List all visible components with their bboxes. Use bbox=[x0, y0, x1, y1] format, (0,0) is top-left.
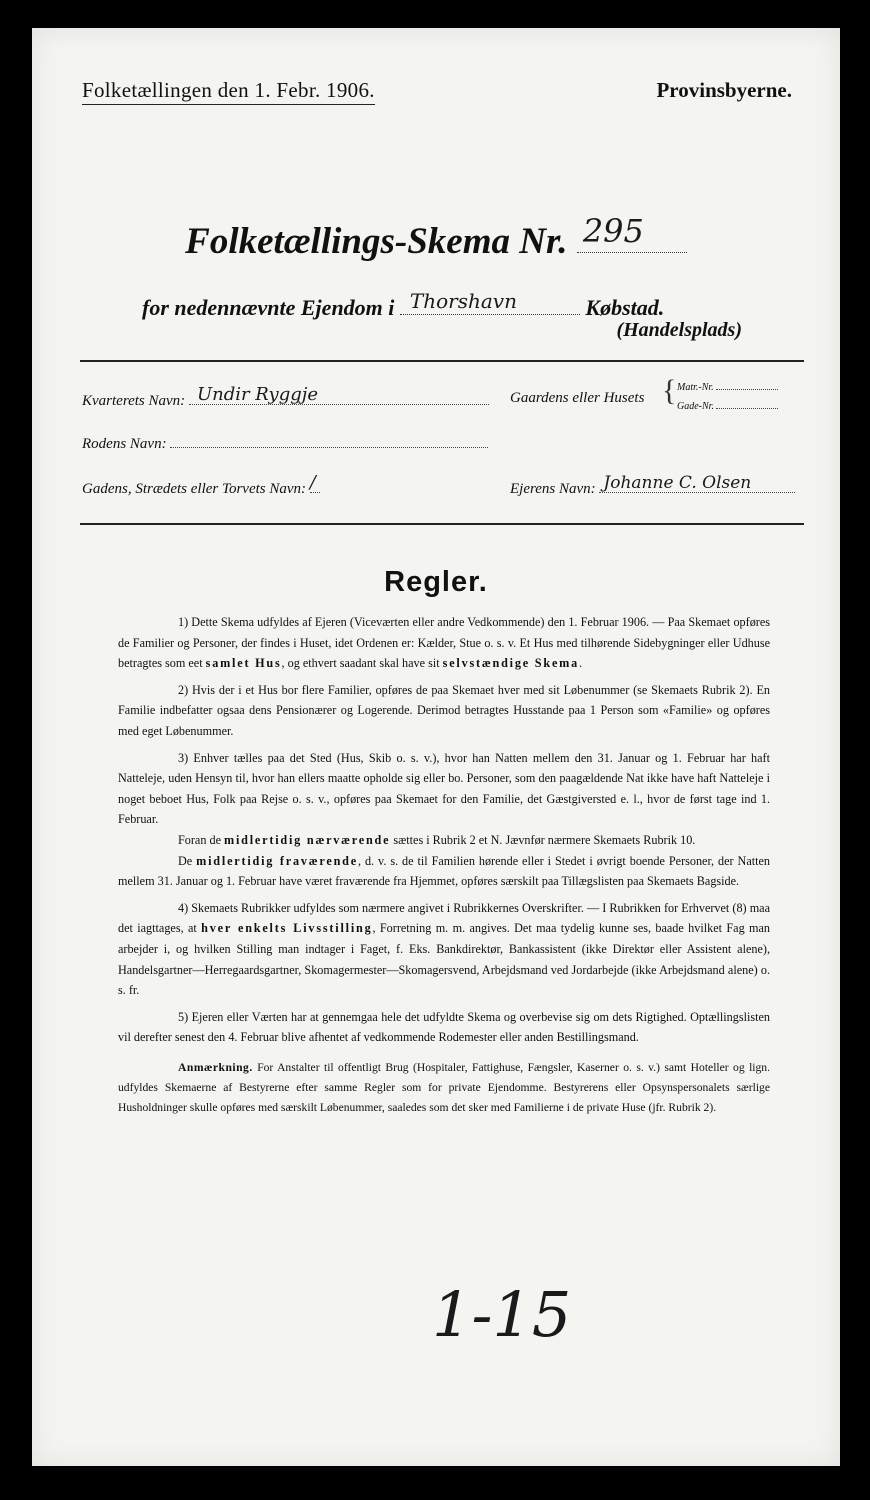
rule-2: 2) Hvis der i et Hus bor flere Familier, opføres de paa Skemaet hver med sit Løbenummer (se Skemaets Rubrik 2). En Familie indbefatter ogsaa dens Pensionærer og Logerende. Derimod betragtes Husstande paa 1 Person som «Familie» og opføres med eget Løbenummer. bbox=[118, 682, 770, 738]
gaard-label: Gaardens eller Husets bbox=[510, 390, 645, 406]
form-number-handwritten: 295 bbox=[582, 212, 644, 250]
kvarter-row bbox=[82, 384, 489, 410]
rule-4: 4) Skemaets Rubrikker udfyldes som nærmere angivet i Rubrikkernes Overskrifter. — I Rubrikken for Erhvervet (8) maa det iagttages, at hver enkelts Livsstilling, Forretning m. m. angives. Det maa tydelig kunne ses, baade hvilket Fag man arbejder i, og hvilken Stilling man indtager i Faget, f. Eks. Bankdirektør, Bankassistent (ikke Direktør eller Assistent alene), Handelsgartner—Herregaardsgartner, Skomagermester—Skomagersvend, Arbejdsmand ved Jordarbejde (ikke Arbejdsmand alene) o. s. fr. bbox=[118, 900, 771, 998]
kvarter-handwritten: Undir Ryggje bbox=[196, 384, 318, 405]
matr-label: Matr.-Nr. bbox=[677, 382, 714, 393]
gade-field bbox=[309, 472, 320, 493]
gade-nr-label: Gade-Nr. bbox=[677, 401, 714, 412]
gade-nr-row bbox=[677, 399, 778, 415]
subtitle-suffix: Købstad. bbox=[585, 295, 665, 320]
kvarter-label: Kvarterets Navn: bbox=[82, 393, 186, 409]
ejer-row bbox=[510, 473, 795, 498]
town-handwritten: Thorshavn bbox=[409, 289, 517, 313]
subtitle-note: (Handelsplads) bbox=[616, 319, 742, 341]
rule-3: 3) Enhver tælles paa det Sted (Hus, Skib o. s. v.), hvor han Natten mellem den 31. Januar og 1. Februar har haft Natteleje, uden Hensyn til, hvor han ellers maatte opholde sig eller bo. Personer, som den paagældende Nat ikke have haft Natteleje i noget beboet Hus, Folk paa Rejse o. s. v., opføres paa Skemaet for den Familie, det Gæstgiversted e. l., hvor de først tage ind 1. Februar. bbox=[118, 750, 770, 827]
census-date-header: Folketællingen den 1. Febr. 1906. bbox=[82, 78, 375, 105]
rule-1: 1) Dette Skema udfyldes af Ejeren (Viceværten eller andre Vedkommende) den 1. Februar 1906. — Paa Skemaet opføres de Familier og Personer, der findes i Huset, idet Ordenen er: Kælder, Stue o. s. v. Et Hus med tilhørende Sidebygninger eller Udhuse betragtes som eet samlet Hus, og ethvert saadant skal have sit selvstændige Skema. bbox=[118, 615, 770, 671]
gade-label: Gadens, Strædets eller Torvets Navn: bbox=[82, 481, 307, 497]
form-number-field bbox=[577, 212, 687, 253]
rule-3-midlertidig-naervaerende: Foran de midlertidig nærværende sættes i Rubrik 2 et N. Jævnfør nærmere Skemaets Rubrik 10. bbox=[178, 832, 696, 847]
gade-handwritten: / bbox=[309, 472, 316, 493]
region-header: Provinsbyerne. bbox=[656, 78, 792, 102]
ejer-field bbox=[599, 473, 795, 493]
rode-label: Rodens Navn: bbox=[82, 436, 167, 452]
form-title-label: Folketællings-Skema Nr. bbox=[185, 221, 568, 262]
gade-row bbox=[82, 472, 320, 498]
ejer-label: Ejerens Navn: bbox=[510, 481, 596, 497]
rode-row bbox=[82, 433, 488, 453]
gaard-brace: { bbox=[662, 374, 677, 407]
subtitle-prefix: for nedennævnte Ejendom i bbox=[142, 295, 395, 320]
divider-bottom bbox=[80, 523, 804, 525]
rules-body bbox=[118, 612, 770, 1124]
matr-field bbox=[716, 380, 778, 390]
matr-row bbox=[677, 380, 778, 396]
census-form-page bbox=[32, 28, 840, 1466]
form-subtitle bbox=[142, 289, 665, 321]
ejer-handwritten: Johanne C. Olsen bbox=[603, 473, 752, 493]
bottom-handwritten-number: 1-15 bbox=[432, 1278, 572, 1351]
anmaerkning: Anmærkning. For Anstalter til offentligt Brug (Hospitaler, Fattighuse, Fængsler, Kaserner o. s. v.) samt Hoteller og lign. udfyldes Skemaerne af Bestyrerne efter samme Regler som for private Ejendomme. Bestyrerens eller Opsynspersonalets særlige Husholdninger skulle opføres med særskilt Løbenummer, saaledes som det sker med Familierne i de private Huse (jfr. Rubrik 2). bbox=[118, 1060, 771, 1114]
gade-nr-field bbox=[716, 399, 778, 409]
form-title bbox=[32, 212, 840, 263]
kvarter-field bbox=[189, 384, 489, 405]
rules-title: Regler. bbox=[384, 566, 488, 598]
rule-5: 5) Ejeren eller Værten har at gennemgaa hele det udfyldte Skema og overbevise sig om dets Rigtighed. Optællingslisten vil derefter senest den 4. Februar blive afhentet af vedkommende Rodemester eller anden Bestillingsmand. bbox=[118, 1009, 770, 1045]
rule-3-midlertidig-fravaerende: De midlertidig fraværende, d. v. s. de til Familien hørende eller i Stedet i øvrigt boende Personer, der Natten mellem 31. Januar og 1. Februar have været fraværende fra Hjemmet, opføres særskilt paa Tillægslisten paa Skemaets Bagside. bbox=[118, 853, 771, 889]
rode-field bbox=[170, 433, 488, 448]
town-field bbox=[400, 289, 580, 315]
divider-top bbox=[80, 360, 804, 362]
